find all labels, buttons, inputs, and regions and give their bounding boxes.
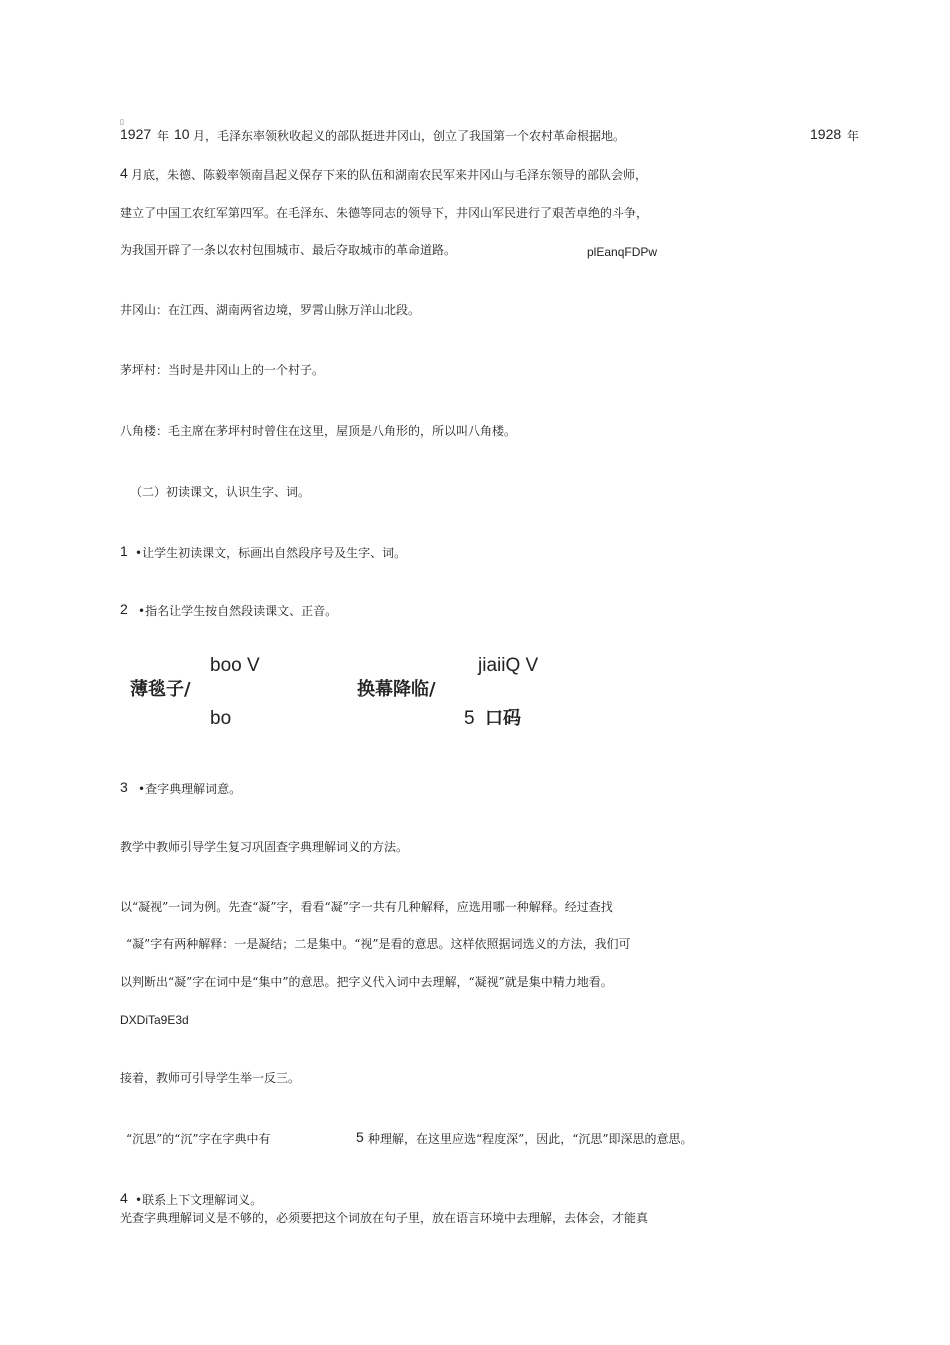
code-text: DXDiTa9E3d <box>120 1013 189 1027</box>
paragraph-line: 光查字典理解词义是不够的，必须要把这个词放在句子里，放在语言环境中去理解，去体会，才能真 <box>120 1211 649 1225</box>
number-4: 4 <box>120 165 128 181</box>
paragraph-line: 以判断出“凝”字在词中是“集中”的意思。把字义代入词中去理解，“凝视”就是集中精力地看。 <box>120 975 613 989</box>
vocab-word: 口码 <box>485 708 521 729</box>
step-text: •指名让学生按自然段读课文、正音。 <box>138 604 338 618</box>
month-10: 10 <box>174 126 190 142</box>
paragraph-line: 教学中教师引导学生复习巩固查字典理解词义的方法。 <box>120 840 409 854</box>
note-bajiaolou: 八角楼：毛主席在茅坪村时曾住在这里，屋顶是八角形的，所以叫八角楼。 <box>120 424 517 438</box>
step-number: 1 <box>120 543 128 559</box>
pinyin-annotation: jiaiiQ V <box>478 655 539 676</box>
bullet-mark: ▯ <box>120 118 124 126</box>
note-jinggangshan: 井冈山：在江西、湖南两省边境，罗霄山脉万洋山北段。 <box>120 303 421 317</box>
pinyin-annotation: bo <box>210 708 232 729</box>
paragraph-line: 建立了中国工农红军第四军。在毛泽东、朱德等同志的领导下，井冈山军民进行了艰苦卓绝的斗争， <box>120 206 649 220</box>
number-5: 5 <box>356 1129 364 1145</box>
paragraph-line: “沉思”的“沉”字在字典中有 <box>126 1132 271 1146</box>
step-text: •查字典理解词意。 <box>138 782 242 796</box>
step-number: 2 <box>120 601 128 617</box>
paragraph-line: 种理解，在这里应选“程度深”，因此，“沉思”即深思的意思。 <box>368 1132 693 1146</box>
year-1927: 1927 <box>120 126 152 142</box>
paragraph-line: 以“凝视”一词为例。先查“凝”字，看看“凝”字一共有几种解释，应选用哪一种解释。经过查找 <box>120 900 613 914</box>
vocab-word: 换幕降临/ <box>357 679 436 700</box>
text-nian: 年 <box>157 129 170 143</box>
paragraph-line: 接着，教师可引导学生举一反三。 <box>120 1071 301 1085</box>
paragraph-line: “凝”字有两种解释：一是凝结；二是集中。“视”是看的意思。这样依照据词选义的方法，我们可 <box>126 937 631 951</box>
step-text: •联系上下文理解词义。 <box>135 1193 263 1207</box>
step-text: •让学生初读课文，标画出自然段序号及生字、词。 <box>135 546 407 560</box>
year-1928: 1928 <box>810 126 842 142</box>
code-text: plEanqFDPw <box>587 245 658 259</box>
vocab-word: 薄毯子/ <box>130 679 191 700</box>
section-heading: （二）初读课文，认识生字、词。 <box>130 485 311 499</box>
paragraph-line: 月，毛泽东率领秋收起义的部队挺进井冈山，创立了我国第一个农村革命根据地。 <box>193 129 626 143</box>
note-maopingcun: 茅坪村：当时是井冈山上的一个村子。 <box>120 363 325 377</box>
text-nian: 年 <box>847 129 860 143</box>
pinyin-annotation: 5 <box>464 708 475 729</box>
paragraph-line: 为我国开辟了一条以农村包围城市、最后夺取城市的革命道路。 <box>120 243 457 257</box>
step-number: 4 <box>120 1190 128 1206</box>
paragraph-line: 月底，朱德、陈毅率领南昌起义保存下来的队伍和湖南农民军来井冈山与毛泽东领导的部队会师， <box>131 168 648 182</box>
step-number: 3 <box>120 779 128 795</box>
pinyin-annotation: boo V <box>210 655 260 676</box>
